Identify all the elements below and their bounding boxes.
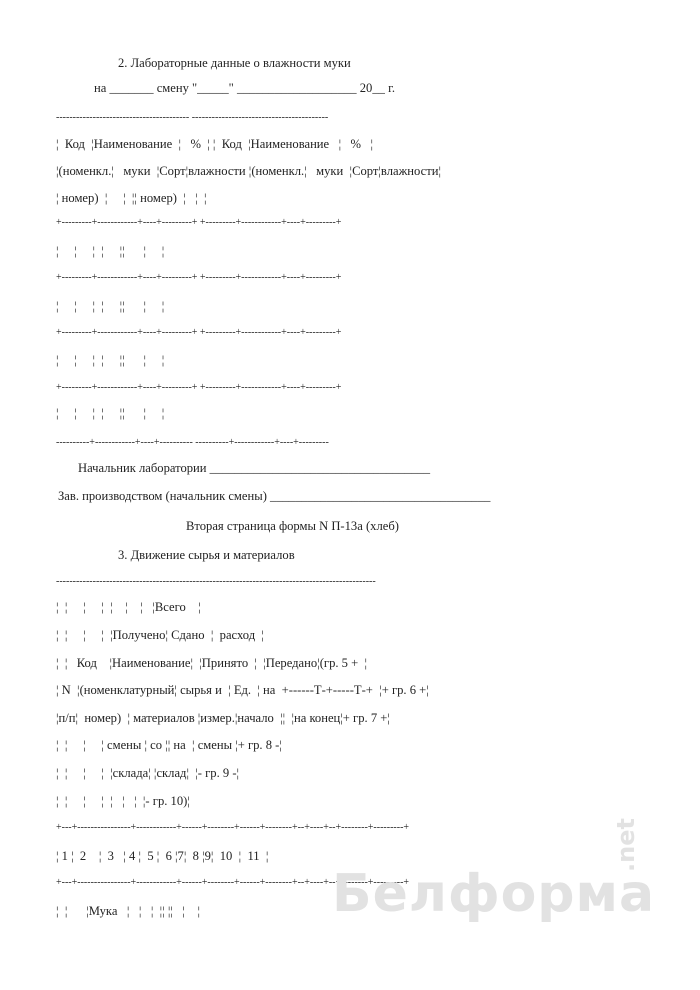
section3-top-dash: ------------------------------------------------------------------------------------------------ — [56, 576, 376, 587]
section2-empty-row: ¦ ¦ ¦ ¦ ¦¦ ¦ ¦ — [56, 244, 165, 258]
section3-row-flour: ¦ ¦ ¦Мука ¦ ¦ ¦ ¦¦ ¦¦ ¦ ¦ — [56, 904, 200, 918]
section2-header-row2: ¦(номенкл.¦ муки ¦Сорт¦влажности ¦(номенкл.¦ муки ¦Сорт¦влажности¦ — [56, 164, 441, 178]
signature-production-head: Зав. производством (начальник смены) ___________________________________ — [58, 489, 491, 503]
section2-empty-row: ¦ ¦ ¦ ¦ ¦¦ ¦ ¦ — [56, 406, 165, 420]
section2-separator: +---------+------------+----+---------+ +---------+------------+----+---------+ — [56, 217, 342, 228]
section3-header-row7: ¦ ¦ ¦ ¦ ¦склада¦ ¦склад¦ ¦- гр. 9 -¦ — [56, 766, 240, 780]
section3-header-row5: ¦п/п¦ номер) ¦ материалов ¦измер.¦начало ¦¦ ¦на конец¦+ гр. 7 +¦ — [56, 711, 390, 725]
section3-header-row8: ¦ ¦ ¦ ¦ ¦ ¦ ¦ ¦- гр. 10)¦ — [56, 794, 190, 808]
section2-separator: +---------+------------+----+---------+ +---------+------------+----+---------+ — [56, 327, 342, 338]
section2-empty-row: ¦ ¦ ¦ ¦ ¦¦ ¦ ¦ — [56, 299, 165, 313]
section2-date-line: на _______ смену "_____" ___________________ 20__ г. — [94, 81, 395, 95]
section3-header-row2: ¦ ¦ ¦ ¦ ¦Получено¦ Сдано ¦ расход ¦ — [56, 628, 264, 642]
section2-header-row1: ¦ Код ¦Наименование ¦ % ¦ ¦ Код ¦Наименование ¦ % ¦ — [56, 137, 374, 151]
section3-header-row6: ¦ ¦ ¦ ¦ смены ¦ со ¦¦ на ¦ смены ¦+ гр. 8 -¦ — [56, 738, 282, 752]
section2-header-row3: ¦ номер) ¦ ¦ ¦¦ номер) ¦ ¦ ¦ — [56, 191, 207, 205]
page2-title: Вторая страница формы N П-13а (хлеб) — [186, 519, 399, 533]
section2-top-dash: ---------------------------------------- ----------------------------------------- — [56, 112, 329, 123]
watermark-logo: Белформа — [332, 864, 656, 924]
section2-empty-row: ¦ ¦ ¦ ¦ ¦¦ ¦ ¦ — [56, 353, 165, 367]
section2-bottom-border: ----------+------------+----+---------- ----------+------------+----+--------- — [56, 437, 329, 448]
section2-separator: +---------+------------+----+---------+ +---------+------------+----+---------+ — [56, 272, 342, 283]
section3-header-row3: ¦ ¦ Код ¦Наименование¦ ¦Принято ¦ ¦Передано¦(гр. 5 + ¦ — [56, 656, 368, 670]
section3-header-row4: ¦ N ¦(номенклатурный¦ сырья и ¦ Ед. ¦ на +------Т-+-----Т-+ ¦+ гр. 6 +¦ — [56, 683, 429, 697]
section2-title: 2. Лабораторные данные о влажности муки — [118, 56, 351, 70]
section3-separator: +---+----------------+------------+------+--------+------+--------+--+----+--+--------+---------+ — [56, 822, 410, 833]
section2-separator: +---------+------------+----+---------+ +---------+------------+----+---------+ — [56, 382, 342, 393]
section3-header-row1: ¦ ¦ ¦ ¦ ¦ ¦ ¦ ¦Всего ¦ — [56, 600, 201, 614]
section3-column-numbers: ¦ 1 ¦ 2 ¦ 3 ¦ 4 ¦ 5 ¦ 6 ¦7¦ 8 ¦9¦ 10 ¦ 11 ¦ — [56, 849, 269, 863]
watermark-domain: .net — [612, 818, 640, 872]
section3-separator: +---+----------------+------------+------+--------+------+--------+--+----+--+--------+---------+ — [56, 877, 410, 888]
section3-title: 3. Движение сырья и материалов — [118, 548, 295, 562]
signature-lab-head: Начальник лаборатории ___________________________________ — [78, 461, 431, 475]
